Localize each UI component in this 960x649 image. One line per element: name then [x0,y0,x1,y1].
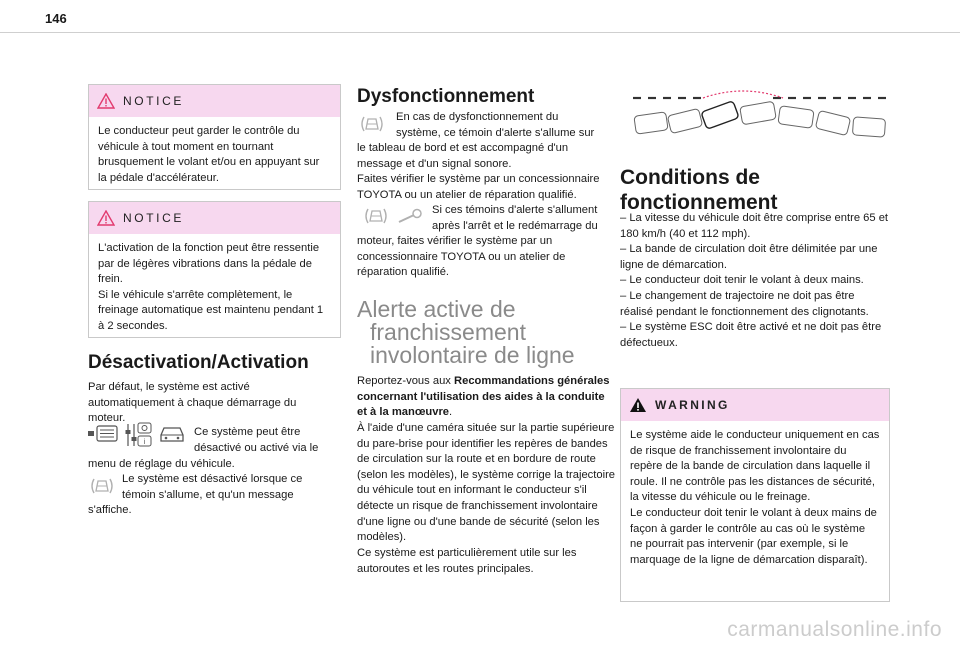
lane-description: À l'aide d'une caméra située sur la partie supérieure du pare-brise pour identifier les repères de bandes de circulation sur la route et en bordure de route (selon les modèles), le système corrige la trajectoire du véhicule tout en informant le conducteur s'il détecte un risque de franchissement involontaire d'une ligne ou d'une bande de sécurité (selon les modèles). [357,422,616,544]
malfunction-text-3a: Si ces témoins d'alerte s'allument [432,204,598,216]
malfunction-text-2: Faites vérifier le système par un concessionnaire TOYOTA ou un atelier de réparation qualifié. [357,173,600,201]
top-rule [0,32,960,33]
lane-warning-lamp-icon [88,476,116,496]
malfunction-text-b: système, ce témoin d'alerte s'allume sur [396,127,595,139]
condition-item: – La bande de circulation doit être délimitée par une ligne de démarcation. [620,243,878,271]
condition-item: – La vitesse du véhicule doit être comprise entre 65 et 180 km/h (40 et 112 mph). [620,212,889,240]
notice-header [89,202,340,234]
section-heading-conditions: Conditions de fonctionnement [620,166,778,214]
notice-header [89,85,340,117]
notice-triangle-icon [97,93,115,109]
menu-text-b: désactivé ou activé via le [194,442,319,454]
condition-item: – Le système ESC doit être activé et ne doit pas être défectueux. [620,321,882,349]
condition-item: – Le changement de trajectoire ne doit pas être réalisé pendant le fonctionnement des clignotants. [620,289,869,318]
notice-title: NOTICE [123,211,184,225]
page-number: 146 [45,11,67,26]
notice-text: L'activation de la fonction peut être ressentie par de légères vibrations dans la pédale de frein. [98,242,320,286]
malfunction-text-3b: après l'arrêt et le redémarrage du [432,220,598,232]
notice-title: NOTICE [123,94,184,108]
warning-triangle-icon [629,397,647,413]
malfunction-text-3c: moteur, faites vérifier le système par un concessionnaire TOYOTA ou un atelier de réparation qualifié. [357,235,566,279]
notice-text: Si le véhicule s'arrête complètement, le freinage automatique est maintenu pendant 1 à 2 secondes. [98,288,324,332]
notice-box-2 [88,201,341,338]
lane-warning-lamp-icon [358,114,386,134]
watermark: carmanualsonline.info [727,618,942,641]
malfunction-text-c: le tableau de bord et est accompagné d'un message et d'un signal sonore. [357,142,569,170]
lane-usage-text: Ce système est particulièrement utile sur les autoroutes et les routes principales. [357,547,577,575]
car-settings-icon [158,423,186,445]
settings-app-icon [124,422,152,448]
warning-text: Le système aide le conducteur uniquement en cas de risque de franchissement involontaire du repère de la bande de circulation dans laquelle il roule. Il ne contrôle pas les distances de sécurité, la vitesse du véhicule ou le freinage. [630,429,880,504]
svg-text:i: i [143,438,146,446]
wrench-lamp-icon [396,208,424,226]
menu-text-a: Ce système peut être [194,426,301,438]
reference-text: Reportez-vous aux Recommandations générales concernant l'utilisation des aides à la conduite et à la manœuvre. [357,375,610,419]
notice-triangle-icon [97,210,115,226]
warning-text: Le conducteur doit tenir le volant à deux mains de façon à garder le contrôle au cas où le système ne pourrait pas intervenir (par exemple, si le marquage de la ligne de démarcation disparaît). [630,506,877,566]
section-heading-deactivation: Désactivation/Activation [88,352,309,373]
conditions-list [620,211,890,351]
lamp-text-b: témoin s'allume, et qu'un message [122,489,294,501]
section-heading-malfunction: Dysfonctionnement [357,86,535,107]
warning-header [621,389,889,421]
warning-box [620,388,890,602]
notice-text: Le conducteur peut garder le contrôle du véhicule à tout moment en tournant brusquement le volant et/ou en appuyant sur la pédale d'accélérateur. [98,125,320,184]
menu-text-c: menu de réglage du véhicule. [88,458,235,470]
menu-button-icon [88,425,118,443]
lane-assist-illustration [633,86,888,144]
lamp-text-a: Le système est désactivé lorsque ce [122,473,303,485]
lamp-text-c: s'affiche. [88,504,132,516]
notice-box-1 [88,84,341,190]
section-title-lane-alert: Alerte active de franchissement involontaire de ligne [357,296,575,368]
condition-item: – Le conducteur doit tenir le volant à deux mains. [620,274,864,287]
lane-warning-lamp-icon [362,206,390,226]
warning-title: WARNING [655,398,730,412]
malfunction-text-a: En cas de dysfonctionnement du [396,111,559,123]
intro-text: Par défaut, le système est activé automatiquement à chaque démarrage du moteur. [88,381,297,425]
